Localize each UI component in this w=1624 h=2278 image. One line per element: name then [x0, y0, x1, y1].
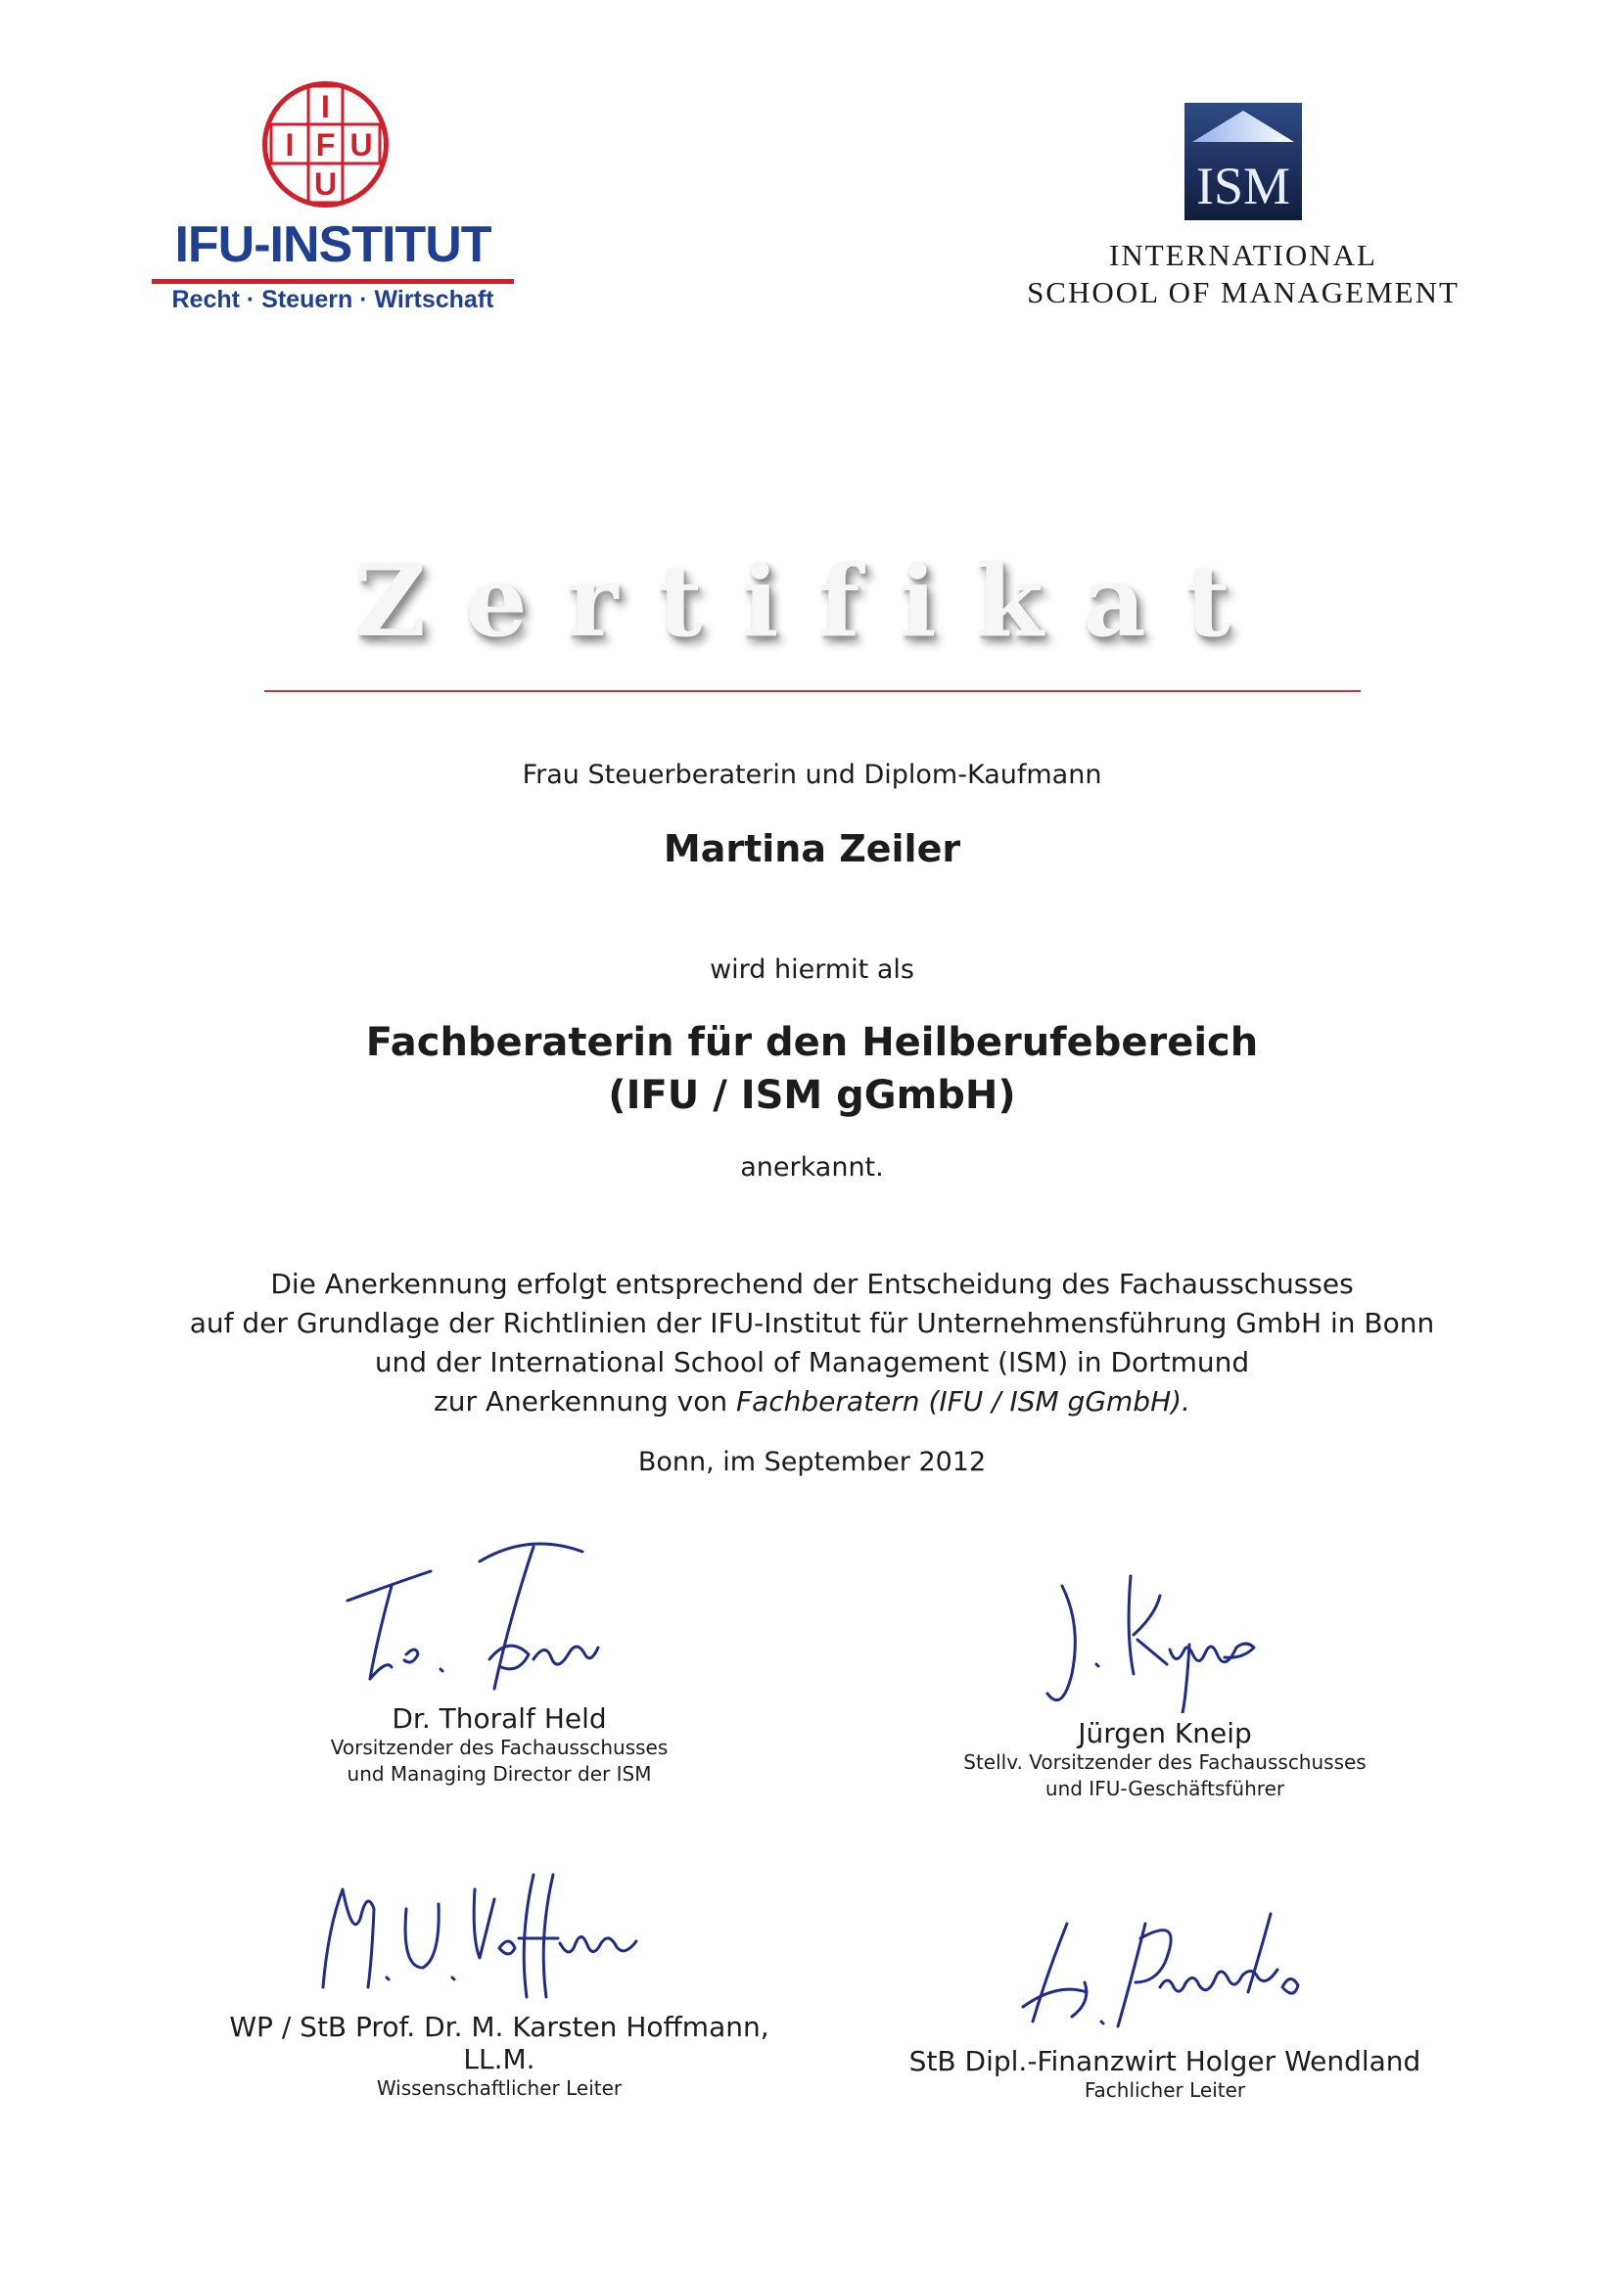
- ism-name-line1: INTERNATIONAL: [1109, 238, 1377, 272]
- handwritten-signature-hoffmann: [196, 1850, 803, 2007]
- signature-block-kneip: [861, 1557, 1468, 1802]
- signer-name-kneip: Jürgen Kneip: [1078, 1717, 1252, 1749]
- signer-role-hoffmann: Wissenschaftlicher Leiter: [376, 2076, 623, 2100]
- ifu-emblem-letter-top: I: [321, 89, 330, 124]
- ifu-emblem-icon: [259, 78, 392, 210]
- ifu-emblem-letter-center: F: [315, 127, 336, 163]
- qualification-subtitle: (IFU / ISM gGmbH): [608, 1073, 1016, 1118]
- ifu-emblem-letter-right: U: [349, 127, 373, 163]
- ifu-tagline: Recht · Steuern · Wirtschaft: [171, 286, 494, 313]
- recipient-name: Martina Zeiler: [663, 827, 961, 870]
- signer-role-held-2: und Managing Director der ISM: [347, 1762, 652, 1786]
- salutation: Frau Steuerberaterin und Diplom-Kaufmann: [522, 760, 1102, 790]
- signer-name-wendland: StB Dipl.-Finanzwirt Holger Wendland: [908, 2045, 1421, 2077]
- qualification-title: Fachberaterin für den Heilberufebereich: [365, 1020, 1259, 1065]
- signature-block-hoffmann: [196, 1850, 803, 2102]
- signer-name-held: Dr. Thoralf Held: [392, 1702, 607, 1735]
- handwritten-signature-wendland: [861, 1884, 1468, 2041]
- ism-name-line2: SCHOOL OF MANAGEMENT: [1027, 275, 1460, 309]
- handwritten-signature-held: [196, 1542, 803, 1698]
- handwritten-signature-kneip: [861, 1557, 1468, 1713]
- body-line-2: auf der Grundlage der Richtlinien der IFU-Institut für Unternehmensführung GmbH in Bonn: [189, 1307, 1435, 1339]
- body-line-4-prefix: zur Anerkennung von: [434, 1385, 736, 1418]
- signature-block-wendland: [861, 1884, 1468, 2104]
- ifu-emblem-letter-left: I: [285, 127, 295, 163]
- signer-name-hoffmann: WP / StB Prof. Dr. M. Karsten Hoffmann, LL.M.: [229, 2011, 769, 2075]
- ifu-logo: [147, 78, 519, 313]
- ifu-name: IFU-INSTITUT: [174, 216, 491, 273]
- ism-logo: [998, 103, 1488, 318]
- ism-emblem-icon: [1184, 103, 1302, 220]
- title-divider: [264, 690, 1361, 692]
- signer-role-held-1: Vorsitzender des Fachausschusses: [330, 1736, 669, 1759]
- body-line-4-italic: Fachberatern (IFU / ISM gGmbH).: [736, 1385, 1190, 1418]
- intro-text: wird hiermit als: [710, 954, 914, 985]
- ism-emblem-text: ISM: [1195, 157, 1291, 215]
- body-line-3: und der International School of Management (ISM) in Dortmund: [374, 1346, 1250, 1378]
- body-paragraph: [0, 1265, 1624, 1421]
- signer-role-kneip-2: und IFU-Geschäftsführer: [1044, 1777, 1285, 1800]
- ifu-emblem-letter-bottom: U: [313, 166, 338, 202]
- place-date: Bonn, im September 2012: [637, 1447, 987, 1477]
- certificate-title: Zertifikat: [354, 543, 1270, 659]
- body-line-4: [0, 1382, 1624, 1421]
- acknowledged-text: anerkannt.: [740, 1152, 884, 1183]
- body-line-1: Die Anerkennung erfolgt entsprechend der Entscheidung des Fachausschusses: [270, 1268, 1354, 1300]
- signature-block-held: [196, 1542, 803, 1788]
- signer-role-kneip-1: Stellv. Vorsitzender des Fachausschusses: [963, 1750, 1367, 1774]
- signer-role-wendland: Fachlicher Leiter: [1084, 2078, 1246, 2102]
- ifu-divider: [152, 279, 514, 284]
